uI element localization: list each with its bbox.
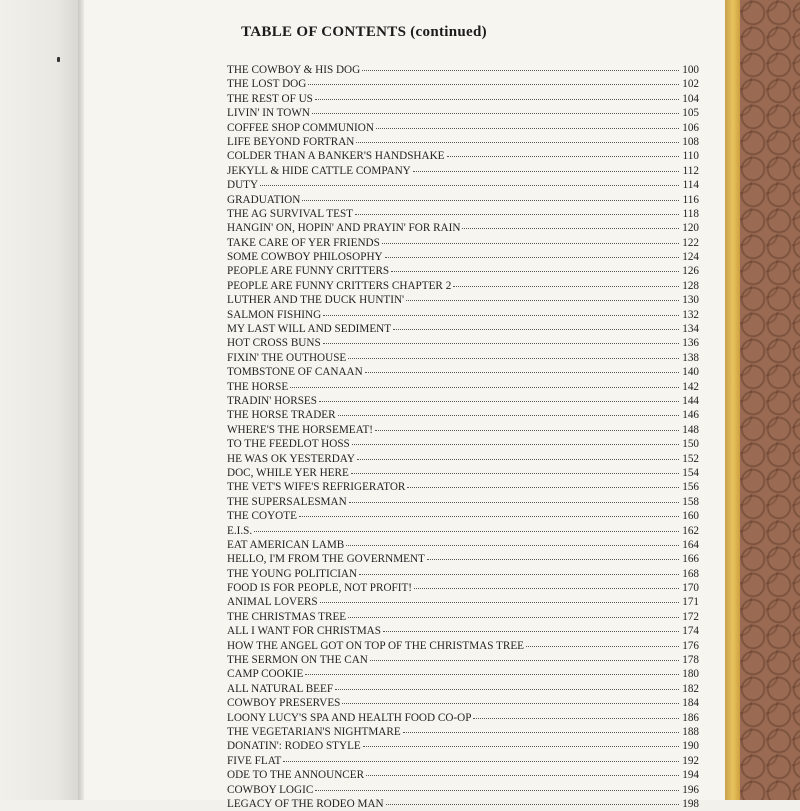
toc-entry-page-number: 172 xyxy=(682,610,699,623)
toc-entry-page-number: 154 xyxy=(682,466,699,479)
toc-entry-title: THE SUPERSALESMAN xyxy=(227,495,347,508)
toc-entry xyxy=(227,480,699,494)
quilt-background xyxy=(740,0,800,800)
toc-entry xyxy=(227,92,699,106)
toc-entry xyxy=(227,322,699,336)
toc-entry-page-number: 158 xyxy=(682,495,699,508)
toc-entry-title: ALL NATURAL BEEF xyxy=(227,682,334,695)
dot-leader xyxy=(376,128,679,129)
toc-entry xyxy=(227,121,699,135)
toc-entry-page-number: 160 xyxy=(682,510,699,523)
toc-entry-page-number: 136 xyxy=(682,337,699,350)
toc-entry-title: FIXIN' THE OUTHOUSE xyxy=(227,351,347,364)
toc-entry xyxy=(227,135,699,149)
page-mark xyxy=(57,57,60,62)
toc-entry xyxy=(227,279,699,293)
toc-entry-page-number: 178 xyxy=(682,654,699,667)
toc-entry-page-number: 170 xyxy=(682,582,699,595)
toc-entry-title: THE COYOTE xyxy=(227,510,297,523)
dot-leader xyxy=(352,444,679,445)
dot-leader xyxy=(283,761,679,762)
dot-leader xyxy=(391,271,679,272)
toc-entry-page-number: 124 xyxy=(682,251,699,264)
toc-entry-page-number: 132 xyxy=(682,308,699,321)
toc-entry-title: ANIMAL LOVERS xyxy=(227,596,318,609)
toc-entry-page-number: 118 xyxy=(682,207,699,220)
toc-entry-title: THE REST OF US xyxy=(227,92,313,105)
toc-entry xyxy=(227,754,699,768)
toc-entry xyxy=(227,336,699,350)
dot-leader xyxy=(312,113,679,114)
dot-leader xyxy=(385,257,679,258)
dot-leader xyxy=(348,617,679,618)
toc-entry-title: THE SERMON ON THE CAN xyxy=(227,654,368,667)
toc-entry-title: GRADUATION xyxy=(227,193,301,206)
toc-entry xyxy=(227,667,699,681)
toc-entry-title: HE WAS OK YESTERDAY xyxy=(227,452,355,465)
toc-entry-title: PEOPLE ARE FUNNY CRITTERS xyxy=(227,265,390,278)
toc-entry-page-number: 164 xyxy=(682,538,699,551)
toc-entry-page-number: 112 xyxy=(682,164,699,177)
dot-leader xyxy=(346,545,679,546)
toc-entry-page-number: 190 xyxy=(682,740,699,753)
toc-entry-title: E.I.S. xyxy=(227,524,253,537)
dot-leader xyxy=(351,473,679,474)
toc-entry xyxy=(227,610,699,624)
dot-leader xyxy=(375,430,679,431)
toc-entry xyxy=(227,783,699,797)
toc-entry xyxy=(227,696,699,710)
toc-entry xyxy=(227,495,699,509)
dot-leader xyxy=(323,315,679,316)
toc-entry-title: PEOPLE ARE FUNNY CRITTERS CHAPTER 2 xyxy=(227,279,452,292)
toc-entry-page-number: 116 xyxy=(682,193,699,206)
toc-entry-page-number: 180 xyxy=(682,668,699,681)
toc-entry-page-number: 162 xyxy=(682,524,699,537)
toc-entry-title: DUTY xyxy=(227,179,259,192)
toc-entry xyxy=(227,739,699,753)
toc-entry-title: COFFEE SHOP COMMUNION xyxy=(227,121,374,134)
toc-entry-page-number: 105 xyxy=(682,107,699,120)
toc-entry-page-number: 148 xyxy=(682,423,699,436)
dot-leader xyxy=(356,142,679,143)
toc-entry-page-number: 146 xyxy=(682,409,699,422)
contents-page xyxy=(84,0,726,810)
dot-leader xyxy=(362,70,679,71)
toc-entry-title: FOOD IS FOR PEOPLE, NOT PROFIT! xyxy=(227,582,413,595)
toc-entry xyxy=(227,552,699,566)
toc-entry-title: ALL I WANT FOR CHRISTMAS xyxy=(227,625,381,638)
toc-entry-page-number: 142 xyxy=(682,380,699,393)
toc-entry xyxy=(227,293,699,307)
toc-entry-title: THE CHRISTMAS TREE xyxy=(227,610,347,623)
toc-entry-page-number: 140 xyxy=(682,366,699,379)
toc-entry-page-number: 126 xyxy=(682,265,699,278)
toc-entry xyxy=(227,711,699,725)
toc-entry xyxy=(227,797,699,811)
toc-entry-title: TOMBSTONE OF CANAAN xyxy=(227,366,363,379)
toc-entry xyxy=(227,106,699,120)
toc-entry xyxy=(227,509,699,523)
toc-entry-title: HANGIN' ON, HOPIN' AND PRAYIN' FOR RAIN xyxy=(227,222,461,235)
dot-leader xyxy=(393,329,679,330)
dot-leader xyxy=(299,516,679,517)
toc-entry xyxy=(227,595,699,609)
toc-entry xyxy=(227,178,699,192)
toc-entry-page-number: 102 xyxy=(682,78,699,91)
dot-leader xyxy=(526,646,679,647)
dot-leader xyxy=(427,559,679,560)
toc-entry-page-number: 156 xyxy=(682,481,699,494)
toc-entry xyxy=(227,768,699,782)
toc-entry-page-number: 144 xyxy=(682,394,699,407)
dot-leader xyxy=(357,459,679,460)
toc-entry xyxy=(227,164,699,178)
dot-leader xyxy=(290,387,679,388)
toc-entry xyxy=(227,308,699,322)
toc-entry-page-number: 171 xyxy=(682,596,699,609)
toc-entry-page-number: 174 xyxy=(682,625,699,638)
toc-entry-page-number: 188 xyxy=(682,725,699,738)
toc-entry-page-number: 182 xyxy=(682,682,699,695)
dot-leader xyxy=(335,689,679,690)
toc-entry xyxy=(227,524,699,538)
toc-entry-title: ODE TO THE ANNOUNCER xyxy=(227,769,365,782)
toc-entry-page-number: 150 xyxy=(682,438,699,451)
dot-leader xyxy=(407,487,679,488)
toc-entry-page-number: 168 xyxy=(682,567,699,580)
toc-entry-title: LOONY LUCY'S SPA AND HEALTH FOOD CO-OP xyxy=(227,711,472,724)
toc-entry-page-number: 134 xyxy=(682,323,699,336)
left-facing-page xyxy=(0,0,80,800)
dot-leader xyxy=(342,703,679,704)
toc-entry-title: TAKE CARE OF YER FRIENDS xyxy=(227,236,380,249)
dot-leader xyxy=(383,631,679,632)
dot-leader xyxy=(260,185,679,186)
contents-list xyxy=(227,63,699,811)
toc-entry-title: THE HORSE TRADER xyxy=(227,409,336,422)
toc-entry-page-number: 192 xyxy=(682,754,699,767)
toc-entry-title: DONATIN': RODEO STYLE xyxy=(227,740,361,753)
toc-entry-page-number: 100 xyxy=(682,64,699,76)
dot-leader xyxy=(386,804,679,805)
toc-entry-page-number: 114 xyxy=(682,179,699,192)
dot-leader xyxy=(382,243,679,244)
toc-entry-title: COLDER THAN A BANKER'S HANDSHAKE xyxy=(227,150,445,163)
toc-entry xyxy=(227,682,699,696)
toc-entry-title: FIVE FLAT xyxy=(227,754,282,767)
toc-entry-title: CAMP COOKIE xyxy=(227,668,304,681)
dot-leader xyxy=(370,660,679,661)
dot-leader xyxy=(447,156,680,157)
toc-entry-page-number: 184 xyxy=(682,697,699,710)
dot-leader xyxy=(254,531,679,532)
toc-entry xyxy=(227,538,699,552)
toc-entry-title: LEGACY OF THE RODEO MAN xyxy=(227,797,384,810)
toc-entry-title: LIFE BEYOND FORTRAN xyxy=(227,135,355,148)
toc-entry xyxy=(227,221,699,235)
toc-entry-title: HOT CROSS BUNS xyxy=(227,337,321,350)
toc-entry-title: SALMON FISHING xyxy=(227,308,322,321)
toc-entry-title: THE VET'S WIFE'S REFRIGERATOR xyxy=(227,481,406,494)
toc-entry-page-number: 176 xyxy=(682,639,699,652)
toc-entry-title: DOC, WHILE YER HERE xyxy=(227,466,349,479)
dot-leader xyxy=(355,214,679,215)
toc-entry-title: LIVIN' IN TOWN xyxy=(227,107,311,120)
toc-entry-title: TO THE FEEDLOT HOSS xyxy=(227,438,350,451)
toc-entry-page-number: 166 xyxy=(682,553,699,566)
toc-entry-page-number: 110 xyxy=(682,150,699,163)
dot-leader xyxy=(403,732,679,733)
toc-entry xyxy=(227,264,699,278)
dot-leader xyxy=(315,790,679,791)
dot-leader xyxy=(406,300,679,301)
dot-leader xyxy=(348,358,679,359)
toc-entry xyxy=(227,653,699,667)
toc-entry xyxy=(227,624,699,638)
toc-entry-title: HOW THE ANGEL GOT ON TOP OF THE CHRISTMAS TREE xyxy=(227,639,525,652)
toc-entry xyxy=(227,581,699,595)
toc-entry xyxy=(227,77,699,91)
toc-entry-title: EAT AMERICAN LAMB xyxy=(227,538,345,551)
dot-leader xyxy=(359,574,679,575)
dot-leader xyxy=(320,602,679,603)
dot-leader xyxy=(305,674,679,675)
toc-entry xyxy=(227,250,699,264)
toc-entry-title: HELLO, I'M FROM THE GOVERNMENT xyxy=(227,553,425,566)
toc-entry-title: SOME COWBOY PHILOSOPHY xyxy=(227,251,383,264)
toc-entry xyxy=(227,380,699,394)
toc-entry xyxy=(227,394,699,408)
dot-leader xyxy=(323,343,679,344)
toc-entry-title: THE AG SURVIVAL TEST xyxy=(227,207,354,220)
dot-leader xyxy=(319,401,679,402)
page-title: TABLE OF CONTENTS (continued) xyxy=(241,24,487,40)
toc-entry-title: MY LAST WILL AND SEDIMENT xyxy=(227,323,392,336)
toc-entry xyxy=(227,193,699,207)
toc-entry-title: COWBOY LOGIC xyxy=(227,783,314,796)
toc-entry xyxy=(227,466,699,480)
toc-entry xyxy=(227,725,699,739)
toc-entry-page-number: 152 xyxy=(682,452,699,465)
toc-entry-page-number: 122 xyxy=(682,236,699,249)
toc-entry xyxy=(227,207,699,221)
toc-entry-page-number: 130 xyxy=(682,294,699,307)
toc-entry-title: THE VEGETARIAN'S NIGHTMARE xyxy=(227,725,401,738)
toc-entry-page-number: 104 xyxy=(682,92,699,105)
toc-entry xyxy=(227,437,699,451)
dot-leader xyxy=(363,746,679,747)
toc-entry xyxy=(227,408,699,422)
dot-leader xyxy=(349,502,679,503)
dot-leader xyxy=(315,99,679,100)
toc-entry-title: THE YOUNG POLITICIAN xyxy=(227,567,358,580)
toc-entry-title: JEKYLL & HIDE CATTLE COMPANY xyxy=(227,164,411,177)
toc-entry-page-number: 120 xyxy=(682,222,699,235)
toc-entry-title: WHERE'S THE HORSEMEAT! xyxy=(227,423,373,436)
toc-entry-title: TRADIN' HORSES xyxy=(227,394,317,407)
toc-entry-title: THE LOST DOG xyxy=(227,78,307,91)
dot-leader xyxy=(366,775,679,776)
toc-entry xyxy=(227,351,699,365)
toc-entry xyxy=(227,149,699,163)
toc-entry xyxy=(227,63,699,77)
dot-leader xyxy=(302,200,679,201)
toc-entry-page-number: 106 xyxy=(682,121,699,134)
dot-leader xyxy=(308,84,679,85)
toc-entry-page-number: 194 xyxy=(682,769,699,782)
toc-entry-page-number: 138 xyxy=(682,351,699,364)
toc-entry xyxy=(227,639,699,653)
toc-entry xyxy=(227,236,699,250)
dot-leader xyxy=(414,588,679,589)
toc-entry-page-number: 186 xyxy=(682,711,699,724)
toc-entry-title: COWBOY PRESERVES xyxy=(227,697,341,710)
toc-entry-title: THE HORSE xyxy=(227,380,289,393)
dot-leader xyxy=(338,415,679,416)
dot-leader xyxy=(453,286,679,287)
toc-entry-title: THE COWBOY & HIS DOG xyxy=(227,64,361,76)
toc-entry-title: LUTHER AND THE DUCK HUNTIN' xyxy=(227,294,405,307)
toc-entry xyxy=(227,452,699,466)
toc-entry-page-number: 128 xyxy=(682,279,699,292)
dot-leader xyxy=(365,372,679,373)
dot-leader xyxy=(413,171,679,172)
toc-entry xyxy=(227,567,699,581)
toc-entry-page-number: 198 xyxy=(682,797,699,810)
toc-entry xyxy=(227,365,699,379)
toc-entry-page-number: 196 xyxy=(682,783,699,796)
dot-leader xyxy=(462,228,679,229)
toc-entry xyxy=(227,423,699,437)
toc-entry-page-number: 108 xyxy=(682,135,699,148)
dot-leader xyxy=(473,718,679,719)
